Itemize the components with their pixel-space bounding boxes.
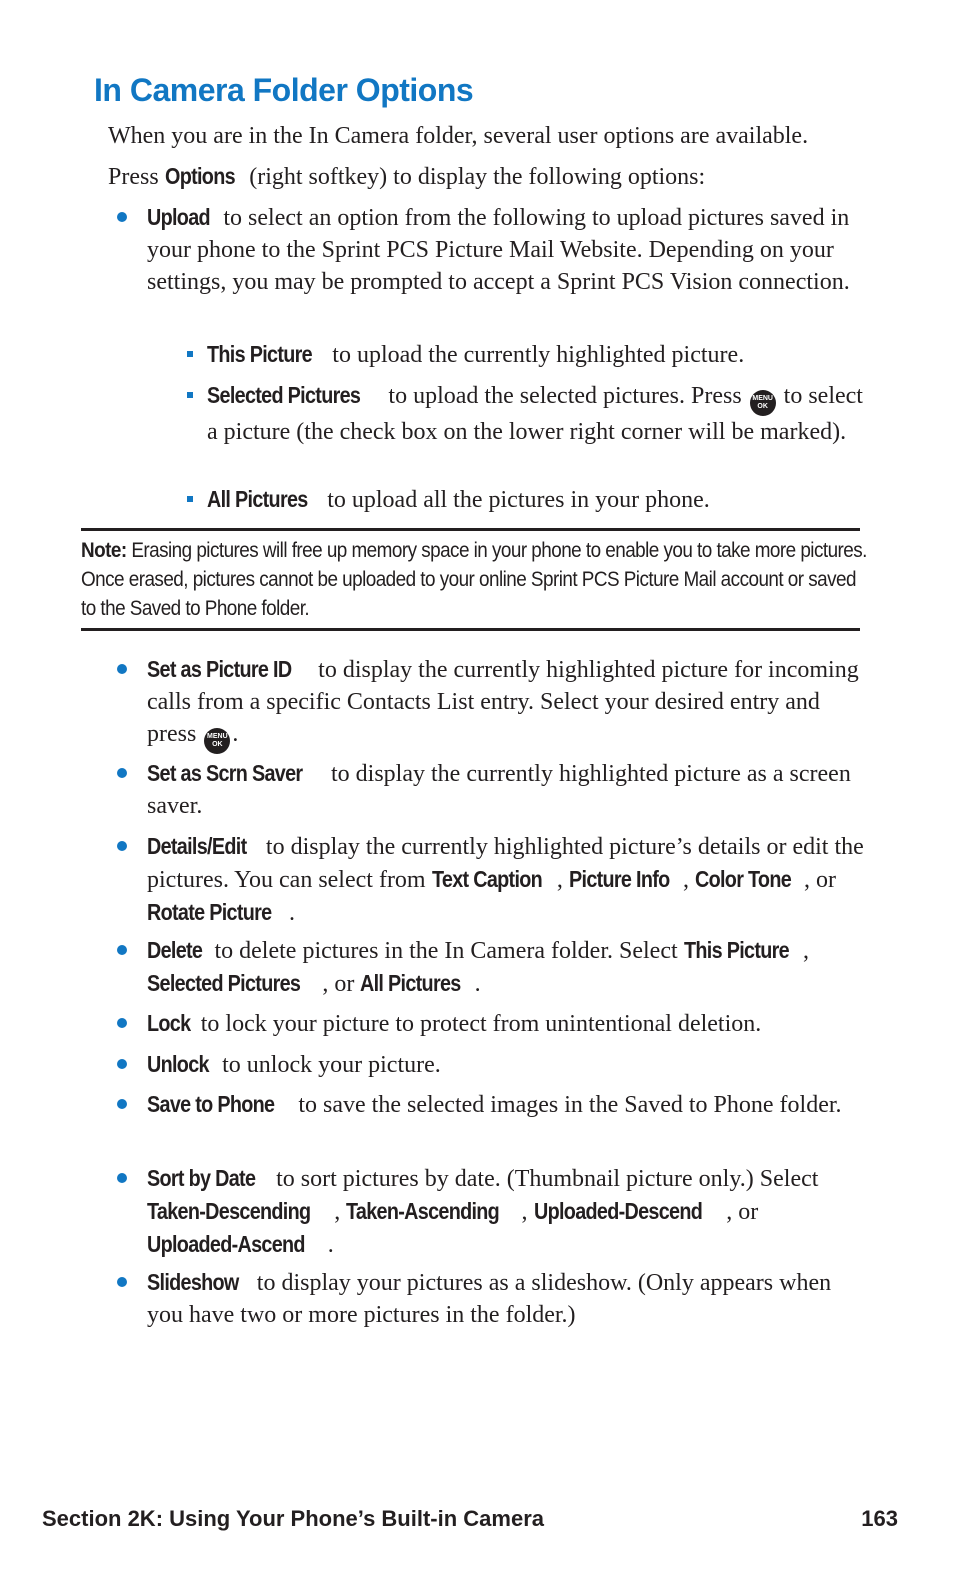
- page-title: In Camera Folder Options: [94, 72, 474, 108]
- page-number: 163: [861, 1506, 898, 1531]
- intro-line-2: Press Options (right softkey) to display the following options:: [108, 160, 868, 193]
- bullet-icon: [117, 664, 127, 674]
- list-item-details-edit: Details/Edit to display the currently highlighted picture’s details or edit the pictures. You can select from Text Caption , Picture Info , Color Tone , or Rotate Picture .: [147, 830, 867, 929]
- option-label: Lock: [147, 1010, 191, 1036]
- sub-item-selected-pictures: Selected Pictures to upload the selected pictures. Press MENU OK to select a picture (the check box on the lower right corner will be marked).: [207, 379, 867, 448]
- sub-item-all-pictures: All Pictures to upload all the pictures in your phone.: [207, 483, 867, 516]
- bullet-icon: [117, 1018, 127, 1028]
- menu-ok-icon: MENU OK: [750, 390, 776, 416]
- note-top-rule: [81, 528, 860, 531]
- option-label: Save to Phone: [147, 1091, 275, 1117]
- footer-section-title: Section 2K: Using Your Phone’s Built-in Camera: [42, 1506, 545, 1531]
- bullet-icon: [117, 841, 127, 851]
- note-bottom-rule: [81, 628, 860, 631]
- list-item-save-to-phone: Save to Phone to save the selected images in the Saved to Phone folder.: [147, 1088, 867, 1121]
- sub-item-this-picture: This Picture to upload the currently highlighted picture.: [207, 338, 867, 371]
- option-label: Set as Scrn Saver: [147, 760, 303, 786]
- bullet-icon: [117, 768, 127, 778]
- option-label: Upload: [147, 204, 210, 230]
- list-item-delete: Delete to delete pictures in the In Camera folder. Select This Picture , Selected Pictures , or All Pictures .: [147, 934, 867, 1000]
- note-text: Erasing pictures will free up memory space in your phone to enable you to take more pictures. Once erased, pictures cannot be uploaded to your online Sprint PCS Picture Mail account or saved to the Saved to Phone folder.: [81, 539, 867, 620]
- note-label: Note:: [81, 539, 127, 562]
- list-item-upload: Upload to select an option from the following to upload pictures saved in your phone to the Sprint PCS Picture Mail Website. Depending on your settings, you may be prompted to accept a Sprint PCS Vision connection.: [147, 201, 867, 298]
- square-bullet-icon: [187, 392, 193, 398]
- option-label: Set as Picture ID: [147, 656, 292, 682]
- options-softkey-label: Options: [164, 163, 235, 189]
- list-item-slideshow: Slideshow to display your pictures as a slideshow. (Only appears when you have two or more pictures in the folder.): [147, 1266, 867, 1331]
- option-label: Unlock: [147, 1051, 209, 1077]
- bullet-icon: [117, 945, 127, 955]
- option-label: Slideshow: [147, 1269, 239, 1295]
- option-label: All Pictures: [207, 486, 308, 512]
- bullet-icon: [117, 1173, 127, 1183]
- bullet-icon: [117, 212, 127, 222]
- list-item-unlock: Unlock to unlock your picture.: [147, 1048, 867, 1081]
- square-bullet-icon: [187, 496, 193, 502]
- intro-text: When you are in the In Camera folder, several user options are available.: [108, 123, 809, 149]
- bullet-icon: [117, 1099, 127, 1109]
- list-item-sort-by-date: Sort by Date to sort pictures by date. (Thumbnail picture only.) Select Taken-Descending , Taken-Ascending , Uploaded-Descend , or Uploaded-Ascend .: [147, 1162, 867, 1261]
- bullet-icon: [117, 1277, 127, 1287]
- intro-line-1: [108, 120, 868, 152]
- list-item-lock: Lock to lock your picture to protect from unintentional deletion.: [147, 1007, 867, 1040]
- option-label: Details/Edit: [147, 833, 247, 859]
- list-item-set-as-scrn-saver: Set as Scrn Saver to display the currently highlighted picture as a screen saver.: [147, 757, 867, 822]
- option-label: Selected Pictures: [207, 382, 361, 408]
- option-label: This Picture: [207, 341, 312, 367]
- option-label: Delete: [147, 937, 203, 963]
- bullet-icon: [117, 1059, 127, 1069]
- list-item-set-as-picture-id: Set as Picture ID to display the currently highlighted picture for incoming calls from a specific Contacts List entry. Select your desired entry and press MENU OK .: [147, 653, 867, 754]
- option-label: Sort by Date: [147, 1165, 256, 1191]
- note-box: [81, 536, 871, 623]
- square-bullet-icon: [187, 351, 193, 357]
- menu-ok-icon: MENU OK: [204, 728, 230, 754]
